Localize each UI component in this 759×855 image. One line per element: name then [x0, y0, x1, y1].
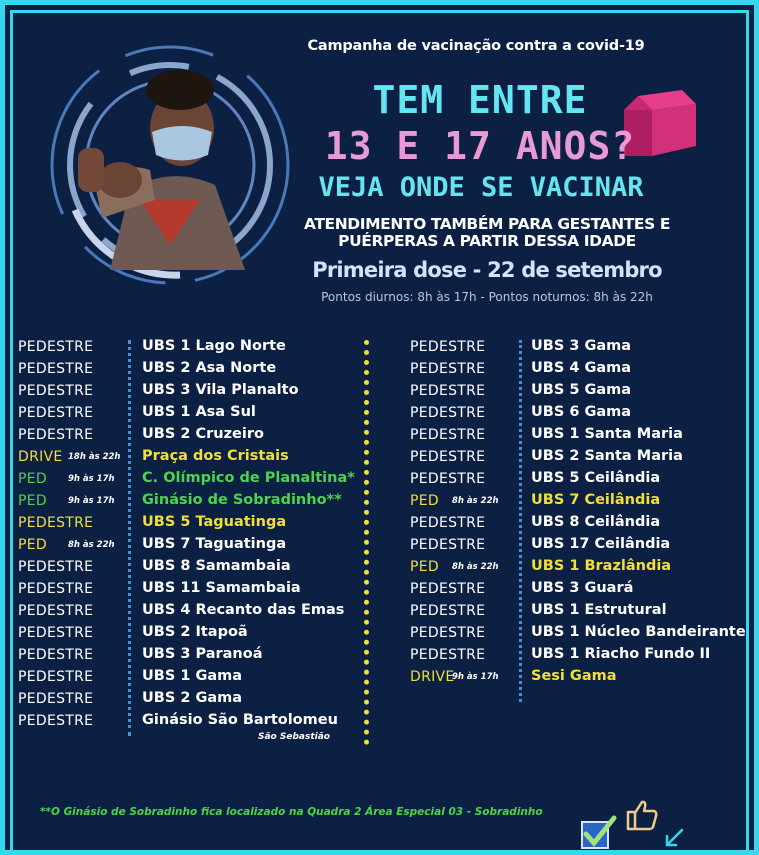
person-photo: [40, 40, 320, 290]
location-name: UBS 3 Vila Planalto: [142, 382, 299, 398]
access-type: PEDESTRE: [410, 537, 486, 553]
footnote: **O Ginásio de Sobradinho fica localizado na Quadra 2 Área Especial 03 - Sobradinho: [40, 806, 543, 818]
access-type: PEDESTRE: [18, 603, 94, 619]
location-row: [18, 446, 378, 468]
access-type: DRIVE: [410, 669, 455, 685]
access-type: PEDESTRE: [410, 647, 486, 663]
access-type: PEDESTRE: [18, 383, 94, 399]
access-type: PEDESTRE: [410, 581, 486, 597]
location-row: [410, 600, 759, 622]
checkbox-icon: [578, 814, 618, 852]
location-row: [410, 556, 759, 578]
access-type: PEDESTRE: [18, 625, 94, 641]
access-type: PEDESTRE: [410, 383, 486, 399]
schedule-hours: 9h às 17h: [452, 672, 499, 682]
location-name: UBS 1 Brazlândia: [531, 558, 672, 574]
right-divider-dots: [519, 340, 522, 702]
atendimento-note: [296, 216, 678, 250]
location-row: [18, 402, 378, 424]
location-name: UBS 1 Riacho Fundo II: [531, 646, 711, 662]
location-name: UBS 1 Estrutural: [531, 602, 667, 618]
access-type: PEDESTRE: [18, 647, 94, 663]
location-row: [18, 622, 378, 644]
location-name: Ginásio de Sobradinho**: [142, 492, 342, 508]
location-row: [18, 380, 378, 402]
access-type: PED: [18, 537, 47, 553]
location-name: UBS 5 Gama: [531, 382, 632, 398]
location-name: UBS 8 Samambaia: [142, 558, 291, 574]
schedule-hours: 8h às 22h: [452, 562, 499, 572]
access-type: PED: [410, 559, 439, 575]
location-name: C. Olímpico de Planaltina*: [142, 470, 355, 486]
location-name: UBS 4 Recanto das Emas: [142, 602, 345, 618]
access-type: DRIVE: [18, 449, 63, 465]
location-name: UBS 8 Ceilândia: [531, 514, 661, 530]
location-name: UBS 5 Taguatinga: [142, 514, 287, 530]
access-type: PEDESTRE: [410, 339, 486, 355]
location-row: [410, 666, 759, 688]
opening-hours: Pontos diurnos: 8h às 17h - Pontos noturnos: 8h às 22h: [321, 290, 653, 304]
location-row: [18, 534, 378, 556]
location-row: [18, 710, 378, 732]
location-name: Sesi Gama: [531, 668, 617, 684]
access-type: PEDESTRE: [410, 427, 486, 443]
access-type: PEDESTRE: [18, 361, 94, 377]
access-type: PEDESTRE: [410, 449, 486, 465]
access-type: PEDESTRE: [410, 405, 486, 421]
location-name: UBS 2 Cruzeiro: [142, 426, 264, 442]
access-type: PEDESTRE: [410, 603, 486, 619]
atendimento-line-1: ATENDIMENTO TAMBÉM PARA GESTANTES E: [303, 215, 671, 233]
location-row: [410, 512, 759, 534]
location-row: [18, 512, 378, 534]
location-row: [18, 336, 378, 358]
location-row: [18, 358, 378, 380]
location-row: [410, 578, 759, 600]
location-name: UBS 4 Gama: [531, 360, 632, 376]
location-row: [410, 490, 759, 512]
location-name: UBS 7 Taguatinga: [142, 536, 287, 552]
location-row: [18, 556, 378, 578]
location-row: [410, 358, 759, 380]
location-row: [410, 644, 759, 666]
campaign-title: Campanha de vacinação contra a covid-19: [307, 38, 645, 54]
location-row: [410, 380, 759, 402]
location-row: [18, 490, 378, 512]
location-row: [410, 622, 759, 644]
location-name: UBS 2 Gama: [142, 690, 243, 706]
location-name: Praça dos Cristais: [142, 448, 289, 464]
schedule-hours: 9h às 17h: [68, 496, 115, 506]
arrow-icon: [662, 826, 686, 850]
location-row: [410, 424, 759, 446]
location-name: UBS 2 Itapoã: [142, 624, 248, 640]
access-type: PEDESTRE: [18, 581, 94, 597]
location-name: UBS 1 Gama: [142, 668, 243, 684]
location-name: UBS 5 Ceilândia: [531, 470, 661, 486]
location-row: [18, 688, 378, 710]
location-row: [410, 402, 759, 424]
location-name: UBS 7 Ceilândia: [531, 492, 661, 508]
atendimento-line-2: PUÉRPERAS A PARTIR DESSA IDADE: [338, 232, 636, 250]
location-row: [18, 600, 378, 622]
access-type: PEDESTRE: [18, 559, 94, 575]
location-row: [18, 424, 378, 446]
schedule-hours: 8h às 22h: [452, 496, 499, 506]
location-name: UBS 11 Samambaia: [142, 580, 301, 596]
location-name: UBS 3 Guará: [531, 580, 634, 596]
access-type: PEDESTRE: [410, 515, 486, 531]
center-divider-dots: [364, 340, 369, 745]
access-type: PEDESTRE: [18, 515, 94, 531]
access-type: PEDESTRE: [410, 471, 486, 487]
location-row: [18, 468, 378, 490]
location-row: [18, 644, 378, 666]
location-row: [410, 336, 759, 358]
access-type: PEDESTRE: [410, 625, 486, 641]
location-name: UBS 1 Santa Maria: [531, 426, 683, 442]
access-type: PEDESTRE: [18, 339, 94, 355]
dose-date: Primeira dose - 22 de setembro: [312, 258, 662, 282]
schedule-hours: 18h às 22h: [68, 452, 121, 462]
access-type: PEDESTRE: [18, 405, 94, 421]
access-type: PEDESTRE: [18, 427, 94, 443]
location-name: UBS 6 Gama: [531, 404, 632, 420]
location-row: [410, 468, 759, 490]
location-row: [410, 534, 759, 556]
location-name: Ginásio São Bartolomeu: [142, 712, 338, 728]
location-name: UBS 2 Santa Maria: [531, 448, 683, 464]
access-type: PED: [410, 493, 439, 509]
access-type: PEDESTRE: [18, 713, 94, 729]
location-name: UBS 3 Paranoá: [142, 646, 263, 662]
left-divider-dots: [128, 340, 131, 736]
location-name: UBS 17 Ceilândia: [531, 536, 671, 552]
location-row: [18, 578, 378, 600]
headline-age-prefix: TEM ENTRE: [372, 78, 588, 122]
schedule-hours: 9h às 17h: [68, 474, 115, 484]
access-type: PED: [18, 493, 47, 509]
access-type: PEDESTRE: [18, 669, 94, 685]
schedule-hours: 8h às 22h: [68, 540, 115, 550]
headline-age-range: 13 E 17 ANOS?: [324, 124, 636, 168]
access-type: PEDESTRE: [18, 691, 94, 707]
thumbs-up-icon: [624, 798, 660, 832]
location-row: [410, 446, 759, 468]
location-name: UBS 1 Asa Sul: [142, 404, 256, 420]
location-row: [18, 666, 378, 688]
headline-where: VEJA ONDE SE VACINAR: [318, 172, 644, 203]
access-type: PEDESTRE: [410, 361, 486, 377]
location-sub-label: São Sebastião: [258, 732, 330, 742]
location-name: UBS 2 Asa Norte: [142, 360, 277, 376]
location-name: UBS 1 Lago Norte: [142, 338, 286, 354]
access-type: PED: [18, 471, 47, 487]
location-name: UBS 1 Núcleo Bandeirante: [531, 624, 746, 640]
location-name: UBS 3 Gama: [531, 338, 632, 354]
